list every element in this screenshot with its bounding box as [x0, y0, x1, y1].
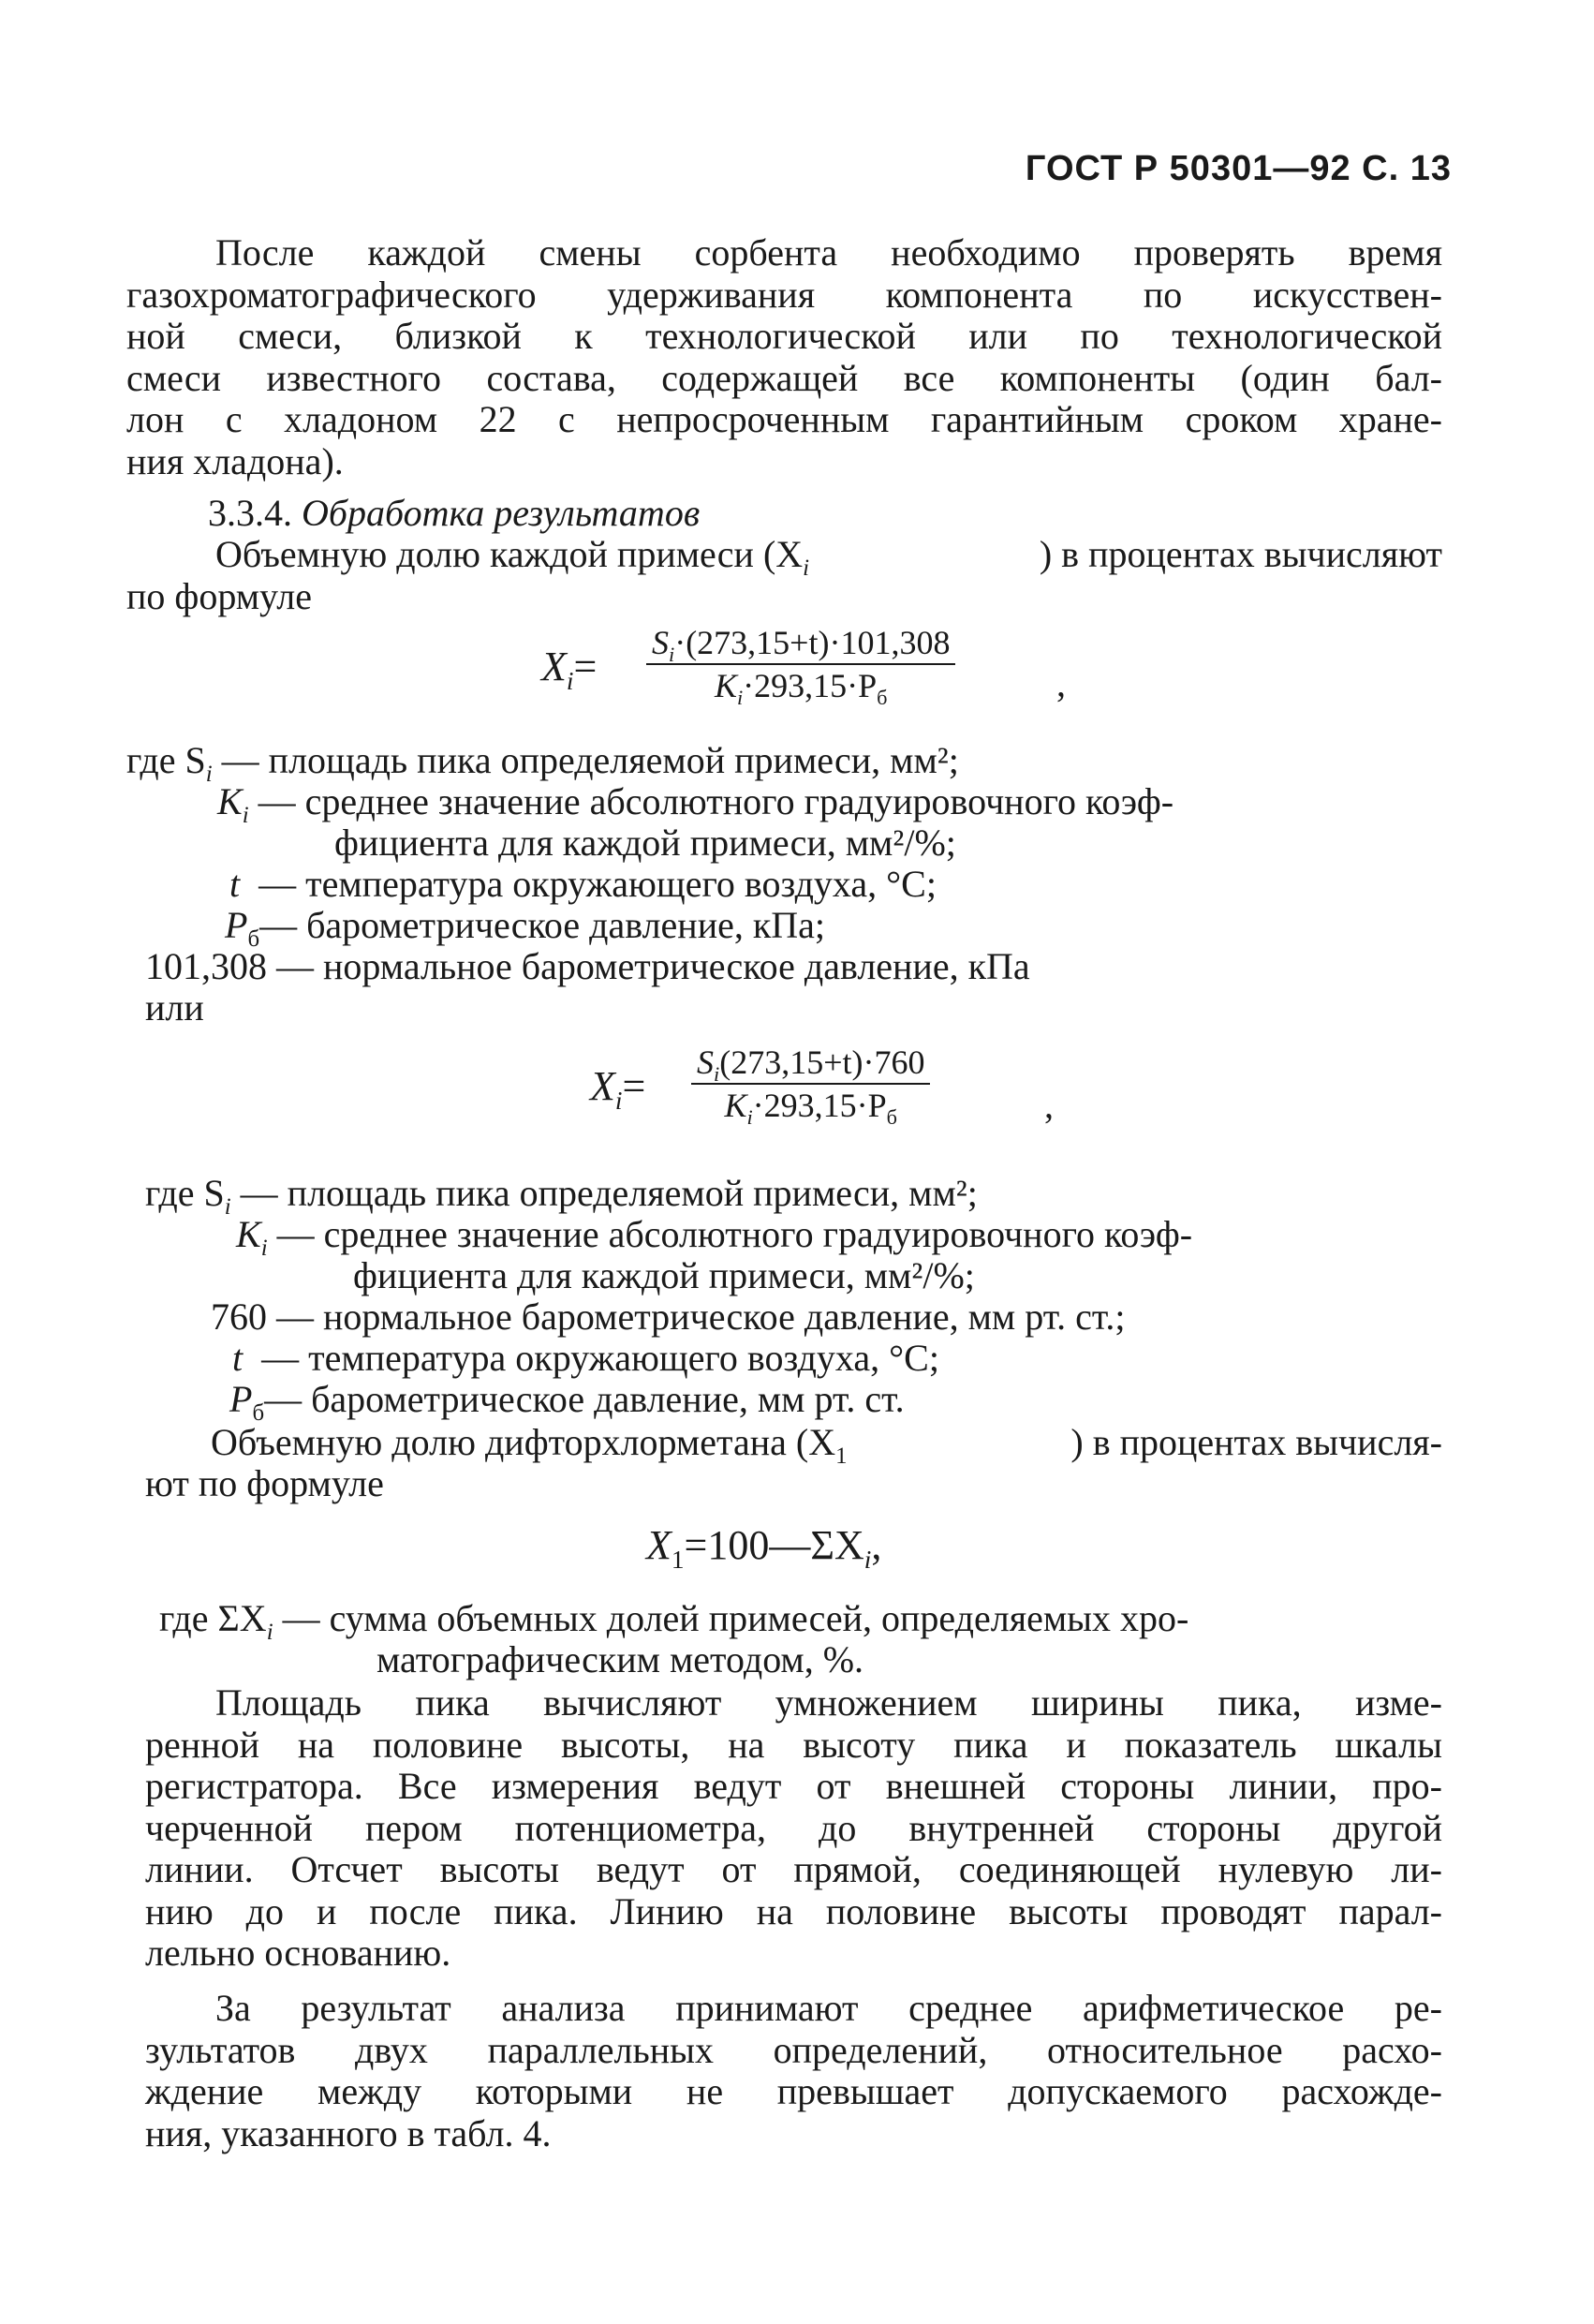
definition: $P_б—$ барометрическое давление, мм рт. ст. [229, 1378, 905, 1426]
text-line: За результат анализа принимают среднее арифметическое ре- [215, 1987, 1442, 2029]
definition: где $S_i$ — площадь пика определяемой примеси, мм²; [126, 739, 959, 787]
formula-1-fraction [646, 624, 955, 710]
paragraph-4 [145, 1682, 1442, 1975]
text-line: лельно основанию. [145, 1932, 451, 1974]
definition: где $S_i$ — площадь пика определяемой примеси, мм²; [145, 1172, 978, 1220]
text-line: лон с хладоном 22 с непросроченным гарантийным сроком хране- [126, 398, 1442, 440]
text-line: Объемную долю дифторхлорметана ($X_1$ [211, 1421, 848, 1469]
definition: t — температура окружающего воздуха, °С; [232, 1337, 939, 1379]
text-line: нию до и после пика. Линию на половине высоты проводят парал- [145, 1889, 1442, 1932]
definition: или [145, 986, 204, 1029]
definition: $K_i$ — среднее значение абсолютного градуировочного коэф- [217, 780, 1174, 828]
text-line: ) в процентах вычисля- [1070, 1421, 1442, 1463]
fraction-bar [691, 1083, 930, 1085]
text-line: ждение между которыми не превышает допускаемого расхожде- [145, 2070, 1442, 2112]
paragraph-5 [145, 1988, 1442, 2154]
text-line: смеси известного состава, содержащей все компоненты (один бал- [126, 356, 1442, 399]
text-line: ренной на половине высоты, на высоту пика и показатель шкалы [145, 1723, 1442, 1766]
paragraph-2 [215, 533, 1442, 581]
text-line: черченной пером потенциометра, до внутренней стороны другой [145, 1806, 1442, 1849]
definition: фициента для каждой примеси, мм²/%; [353, 1254, 975, 1296]
text-line: После каждой смены сорбента необходимо проверять время [215, 231, 1442, 274]
formula-2-fraction [691, 1044, 930, 1130]
text-line: Объемную долю каждой примеси ($X_i$ [215, 533, 810, 581]
formula-1-comma: , [1056, 662, 1066, 704]
text-line: ной смеси, близкой к технологической или по технологической [126, 315, 1442, 357]
definition: где $\Sigma X_i$ — сумма объемных долей примесей, определяемых хро- [159, 1597, 1189, 1645]
text-line: ) в процентах вычисляют [1039, 533, 1442, 575]
definition: $P_б—$ барометрическое давление, кПа; [225, 904, 826, 952]
text-line: по формуле [126, 575, 312, 617]
text-line: Площадь пика вычисляют умножением ширины пика, изме- [215, 1681, 1442, 1724]
formula-1-denominator: $K_i\cdot 293,15\cdot P_б$ [714, 667, 888, 710]
text-line: ния хладона). [126, 439, 344, 482]
section-heading [208, 493, 700, 534]
definition: $K_i$ — среднее значение абсолютного градуировочного коэф- [236, 1213, 1193, 1261]
paragraph-1 [126, 232, 1442, 482]
definition: фициента для каждой примеси, мм²/%; [334, 822, 956, 864]
paragraph-3 [211, 1421, 1442, 1469]
text-line: регистратора. Все измерения ведут от внешней стороны линии, про- [145, 1765, 1442, 1807]
formula-2-numerator: $S_i(273,15+t)\cdot 760$ [697, 1044, 925, 1087]
definition: матографическим методом, %. [376, 1638, 864, 1680]
text-line: газохроматографического удерживания компонента по искусствен- [126, 273, 1442, 316]
definition: 101,308 — нормальное барометрическое давление, кПа [145, 945, 1030, 987]
formula-3: $X_1=100—\Sigma X_i$, [646, 1522, 882, 1574]
formula-1-numerator: $S_i\cdot(273,15+t)\cdot 101,308$ [652, 624, 951, 667]
section-number: 3.3.4. [208, 492, 292, 534]
formula-2-comma: , [1044, 1084, 1054, 1126]
formula-2-lhs: $X_i=$ [590, 1063, 646, 1115]
definition: t — температура окружающего воздуха, °С; [229, 863, 937, 905]
fraction-bar [646, 663, 955, 665]
text-line: зультатов двух параллельных определений, относительное расхо- [145, 2028, 1442, 2071]
formula-1-lhs: $X_i=$ [541, 644, 598, 695]
page-header: ГОСТ Р 50301—92 С. 13 [1025, 149, 1452, 188]
definition: 760 — нормальное барометрическое давление, мм рт. ст.; [211, 1295, 1126, 1338]
formula-2-denominator: $K_i\cdot 293,15\cdot P_б$ [724, 1087, 898, 1130]
section-title: Обработка результатов [302, 492, 701, 534]
text-line: ния, указанного в табл. 4. [145, 2111, 552, 2154]
text-line: линии. Отсчет высоты ведут от прямой, соединяющей нулевую ли- [145, 1848, 1442, 1890]
text-line: ют по формуле [145, 1462, 384, 1504]
